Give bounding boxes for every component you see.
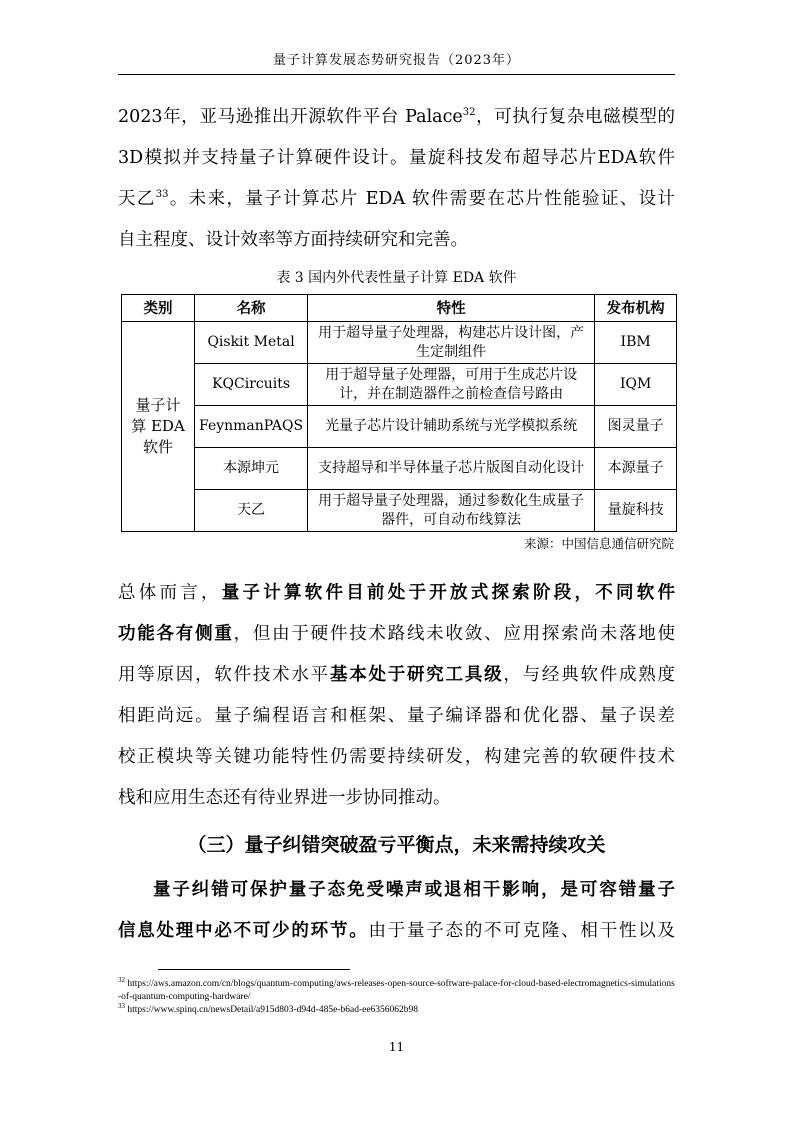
eda-software-table (121, 294, 677, 532)
software-name: Qiskit Metal (195, 322, 308, 364)
header-category: 类别 (122, 295, 195, 322)
table-row (122, 322, 677, 364)
table-source: 来源：中国信息通信研究院 (523, 536, 674, 551)
intro-line-4: 自主程度、设计效率等方面持续研究和完善。 (118, 230, 468, 250)
summary-line-1: 总体而言，量子计算软件目前处于开放式探索阶段，不同软件 (118, 583, 675, 603)
intro-line-1: 2023年，亚马逊推出开源软件平台 Palace$^{32}$，可执行复杂电磁模型的 (118, 107, 675, 127)
table-row (122, 364, 677, 406)
footnote-ref-33[interactable]: 33 (155, 189, 169, 200)
software-name: KQCircuits (195, 364, 308, 406)
software-org: IBM (595, 322, 677, 364)
software-feature: 光量子芯片设计辅助系统与光学模拟系统 (308, 406, 595, 448)
header-rule (118, 74, 675, 75)
software-name: 天乙 (195, 490, 308, 532)
summary-line-2: 功能各有侧重，但由于硬件技术路线未收敛、应用探索尚未落地使 (118, 624, 675, 644)
software-org: 量旋科技 (595, 490, 677, 532)
intro-paragraph (118, 97, 675, 261)
software-name: 本源坤元 (195, 448, 308, 490)
table-row (122, 406, 677, 448)
software-org: 图灵量子 (595, 406, 677, 448)
footnote-link-32[interactable]: https://aws.amazon.com/cn/blogs/quantum-computing/aws-releases-open-source-software-palace-for-cloud-based-electromagnetics-simulations-of-quantum-computing-hardware/ (118, 979, 675, 1002)
running-header: 量子计算发展态势研究报告（2023年） (272, 53, 521, 68)
intro-line-2: 3D模拟并支持量子计算硬件设计。量旋科技发布超导芯片EDA软件 (118, 148, 675, 168)
footnote-rule (158, 969, 350, 970)
summary-paragraph (118, 573, 675, 819)
page-number: 11 (388, 1040, 405, 1054)
software-name: FeynmanPAQS (195, 406, 308, 448)
software-feature: 用于超导量子处理器，构建芯片设计图，产生定制组件 (308, 322, 595, 364)
footnote-32: $^{32}$ https://aws.amazon.com/cn/blogs/quantum-computing/aws-releases-open-source-software-palace-for-cloud-based-electromagnetics-simulations-of-quantum-computing-hardware/ (118, 976, 675, 1002)
footnote-33: $^{33}$ https://www.spinq.cn/newsDetail/a915d803-d94d-485e-b6ad-ee6356062b98 (118, 1002, 419, 1015)
software-feature: 用于超导量子处理器，可用于生成芯片设计，并在制造器件之前检查信号路由 (308, 364, 595, 406)
software-feature: 用于超导量子处理器，通过参数化生成量子器件，可自动布线算法 (308, 490, 595, 532)
qec-paragraph (118, 870, 675, 952)
summary-line-3: 用等原因，软件技术水平基本处于研究工具级，与经典软件成熟度 (118, 665, 675, 685)
qec-line-2: 信息处理中必不可少的环节。由于量子态的不可克隆、相干性以及 (118, 921, 675, 941)
section-heading: （三）量子纠错突破盈亏平衡点，未来需持续攻关 (187, 834, 606, 856)
table-header-row (122, 295, 677, 322)
qec-line-1: 量子纠错可保护量子态免受噪声或退相干影响，是可容错量子 (153, 880, 675, 900)
software-org: IQM (595, 364, 677, 406)
summary-line-4: 相距尚远。量子编程语言和框架、量子编译器和优化器、量子误差 (118, 706, 675, 726)
header-org: 发布机构 (595, 295, 677, 322)
software-feature: 支持超导和半导体量子芯片版图自动化设计 (308, 448, 595, 490)
table-row (122, 490, 677, 532)
software-org: 本源量子 (595, 448, 677, 490)
footnote-ref-32[interactable]: 32 (462, 107, 476, 118)
footnote-link-33[interactable]: https://www.spinq.cn/newsDetail/a915d803-d94d-485e-b6ad-ee6356062b98 (127, 1005, 419, 1015)
footnotes (118, 978, 675, 1017)
summary-line-5: 校正模块等关键功能特性仍需要持续研发，构建完善的软硬件技术 (118, 747, 675, 767)
table-caption: 表 3 国内外代表性量子计算 EDA 软件 (276, 270, 517, 286)
category-cell: 量子计算 EDA 软件 (122, 322, 195, 532)
header-feature: 特性 (308, 295, 595, 322)
intro-line-3: 天乙$^{33}$。未来，量子计算芯片 EDA 软件需要在芯片性能验证、设计 (118, 189, 675, 209)
summary-line-6: 栈和应用生态还有待业界进一步协同推动。 (118, 788, 451, 808)
header-name: 名称 (195, 295, 308, 322)
table-row (122, 448, 677, 490)
